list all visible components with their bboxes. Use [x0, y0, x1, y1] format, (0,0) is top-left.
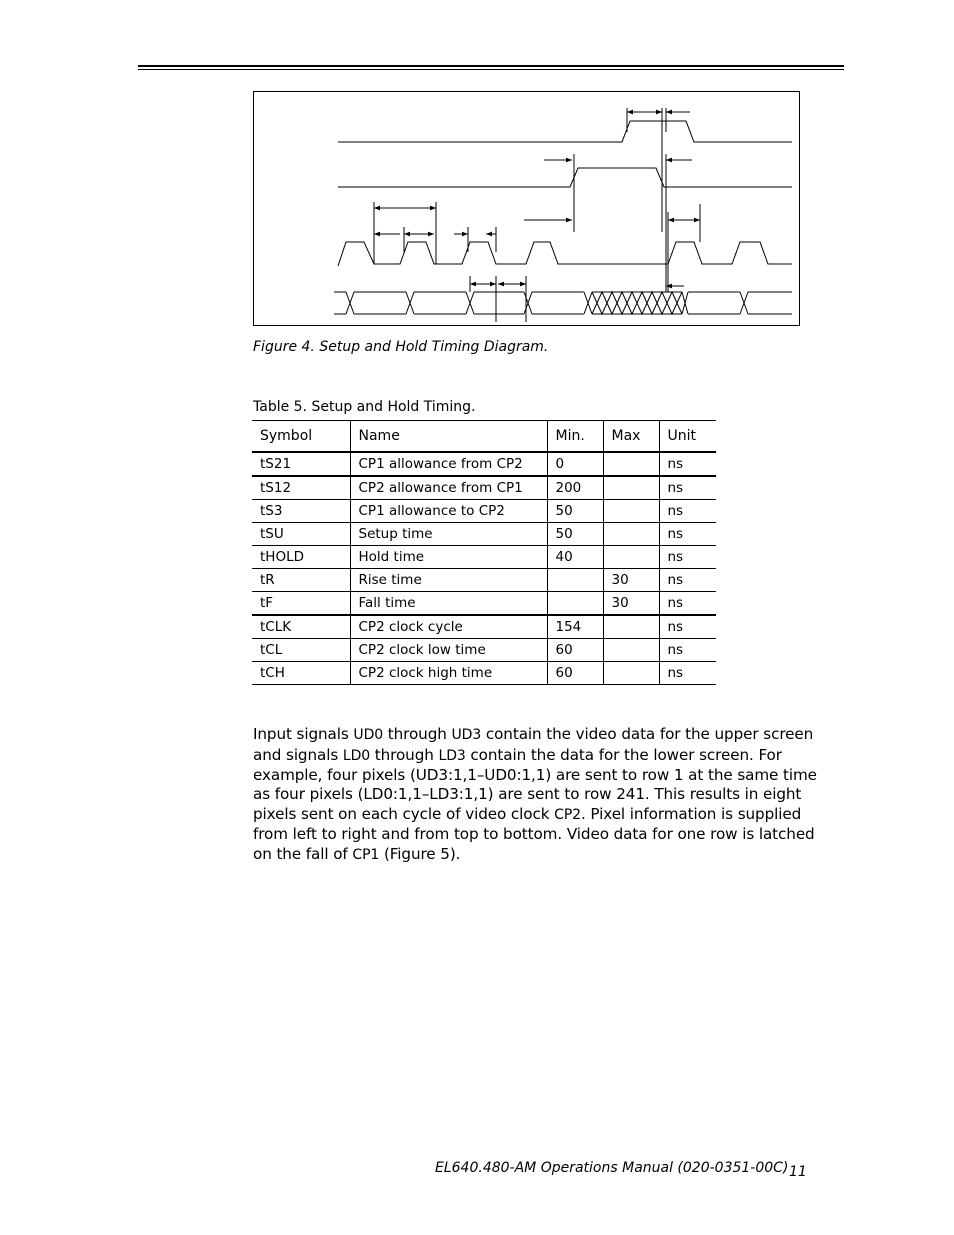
cell-unit: ns: [659, 592, 716, 616]
cell-symbol: tSU: [252, 523, 350, 546]
body-text: (Figure 5).: [379, 844, 461, 863]
signal-ud3: UD3: [451, 727, 482, 744]
data-bus-cross: [346, 292, 748, 314]
body-text: . Pixel information is supplied from left to right and from top to bottom. Video data for one row is latched on the fall of: [253, 804, 815, 863]
cell-name: Hold time: [350, 546, 547, 569]
cell-unit: ns: [659, 500, 716, 523]
cell-max: [603, 476, 659, 500]
cell-min: [547, 569, 603, 592]
cp2-waveform: [338, 242, 792, 266]
cell-unit: ns: [659, 546, 716, 569]
body-text: Input signals: [253, 725, 354, 744]
cell-unit: ns: [659, 662, 716, 685]
table-row: [252, 500, 716, 523]
cell-max: [603, 615, 659, 639]
body-text: contain the data for the lower screen. For example, four pixels (UD3:1,1–UD0:1,1) are sent to row 1 at the same time as four pixels (LD0:1,1–LD3:1,1) are sent to row 241. This results in eight pixels sent on each cycle of video clock: [253, 745, 817, 823]
table-title: Table 5. Setup and Hold Timing.: [253, 399, 476, 415]
cell-unit: ns: [659, 569, 716, 592]
cell-min: [547, 592, 603, 616]
cell-symbol: tS3: [252, 500, 350, 523]
column-header-unit: Unit: [659, 421, 716, 453]
cell-max: [603, 639, 659, 662]
table-row: [252, 546, 716, 569]
cell-name: Fall time: [350, 592, 547, 616]
header-rule-thin: [138, 69, 844, 70]
cell-min: 200: [547, 476, 603, 500]
cell-symbol: tF: [252, 592, 350, 616]
table-row: [252, 569, 716, 592]
cell-symbol: tCH: [252, 662, 350, 685]
cell-name: Setup time: [350, 523, 547, 546]
cell-max: [603, 452, 659, 476]
cell-name: Rise time: [350, 569, 547, 592]
cell-min: 60: [547, 662, 603, 685]
cell-symbol: tS12: [252, 476, 350, 500]
cell-symbol: tR: [252, 569, 350, 592]
cell-symbol: tHOLD: [252, 546, 350, 569]
timing-diagram-svg: [254, 92, 799, 325]
cell-max: [603, 546, 659, 569]
cell-max: [603, 662, 659, 685]
flm-waveform: [338, 168, 792, 187]
cell-name: CP2 clock cycle: [350, 615, 547, 639]
cell-name: CP2 clock low time: [350, 639, 547, 662]
cell-name: CP2 clock high time: [350, 662, 547, 685]
cell-min: 50: [547, 523, 603, 546]
column-header-symbol: Symbol: [252, 421, 350, 453]
table-row: [252, 523, 716, 546]
footer-title: EL640.480-AM Operations Manual (020-0351-00C): [435, 1160, 789, 1176]
signal-ld0: LD0: [342, 747, 371, 764]
cell-unit: ns: [659, 639, 716, 662]
reference-lines: [374, 108, 700, 322]
table-row: [252, 476, 716, 500]
cp1-waveform: [338, 121, 792, 142]
body-text: through: [383, 725, 452, 744]
cell-max: 30: [603, 592, 659, 616]
cell-min: 154: [547, 615, 603, 639]
table-row: [252, 452, 716, 476]
page-number: 11: [789, 1164, 807, 1180]
cell-min: 50: [547, 500, 603, 523]
table-header-row: [252, 421, 716, 453]
signal-ld3: LD3: [438, 747, 466, 764]
cell-symbol: tS21: [252, 452, 350, 476]
column-header-name: Name: [350, 421, 547, 453]
signal-cp2: CP2: [554, 806, 581, 823]
table-row: [252, 592, 716, 616]
figure-caption: Figure 4. Setup and Hold Timing Diagram.: [253, 339, 549, 355]
timing-diagram: [253, 91, 800, 326]
cell-min: 0: [547, 452, 603, 476]
cell-min: 60: [547, 639, 603, 662]
table-row: [252, 639, 716, 662]
body-paragraph: [253, 725, 833, 865]
cell-max: [603, 500, 659, 523]
signal-cp1: CP1: [352, 846, 380, 863]
cell-max: [603, 523, 659, 546]
cell-unit: ns: [659, 615, 716, 639]
data-bus-invalid: [592, 292, 682, 314]
signal-ud0: UD0: [353, 727, 384, 744]
body-text: through: [370, 745, 439, 764]
cell-symbol: tCL: [252, 639, 350, 662]
cell-min: 40: [547, 546, 603, 569]
table-row: [252, 662, 716, 685]
cell-unit: ns: [659, 452, 716, 476]
cell-unit: ns: [659, 476, 716, 500]
cell-name: CP1 allowance to CP2: [350, 500, 547, 523]
cell-unit: ns: [659, 523, 716, 546]
column-header-min: Min.: [547, 421, 603, 453]
cell-max: 30: [603, 569, 659, 592]
cell-symbol: tCLK: [252, 615, 350, 639]
body-text: contain the video data for the upper screen and signals: [253, 725, 814, 764]
header-rule-thick: [138, 65, 844, 67]
column-header-max: Max: [603, 421, 659, 453]
cell-name: CP2 allowance from CP1: [350, 476, 547, 500]
cell-name: CP1 allowance from CP2: [350, 452, 547, 476]
table-row: [252, 615, 716, 639]
timing-table: [252, 420, 716, 685]
